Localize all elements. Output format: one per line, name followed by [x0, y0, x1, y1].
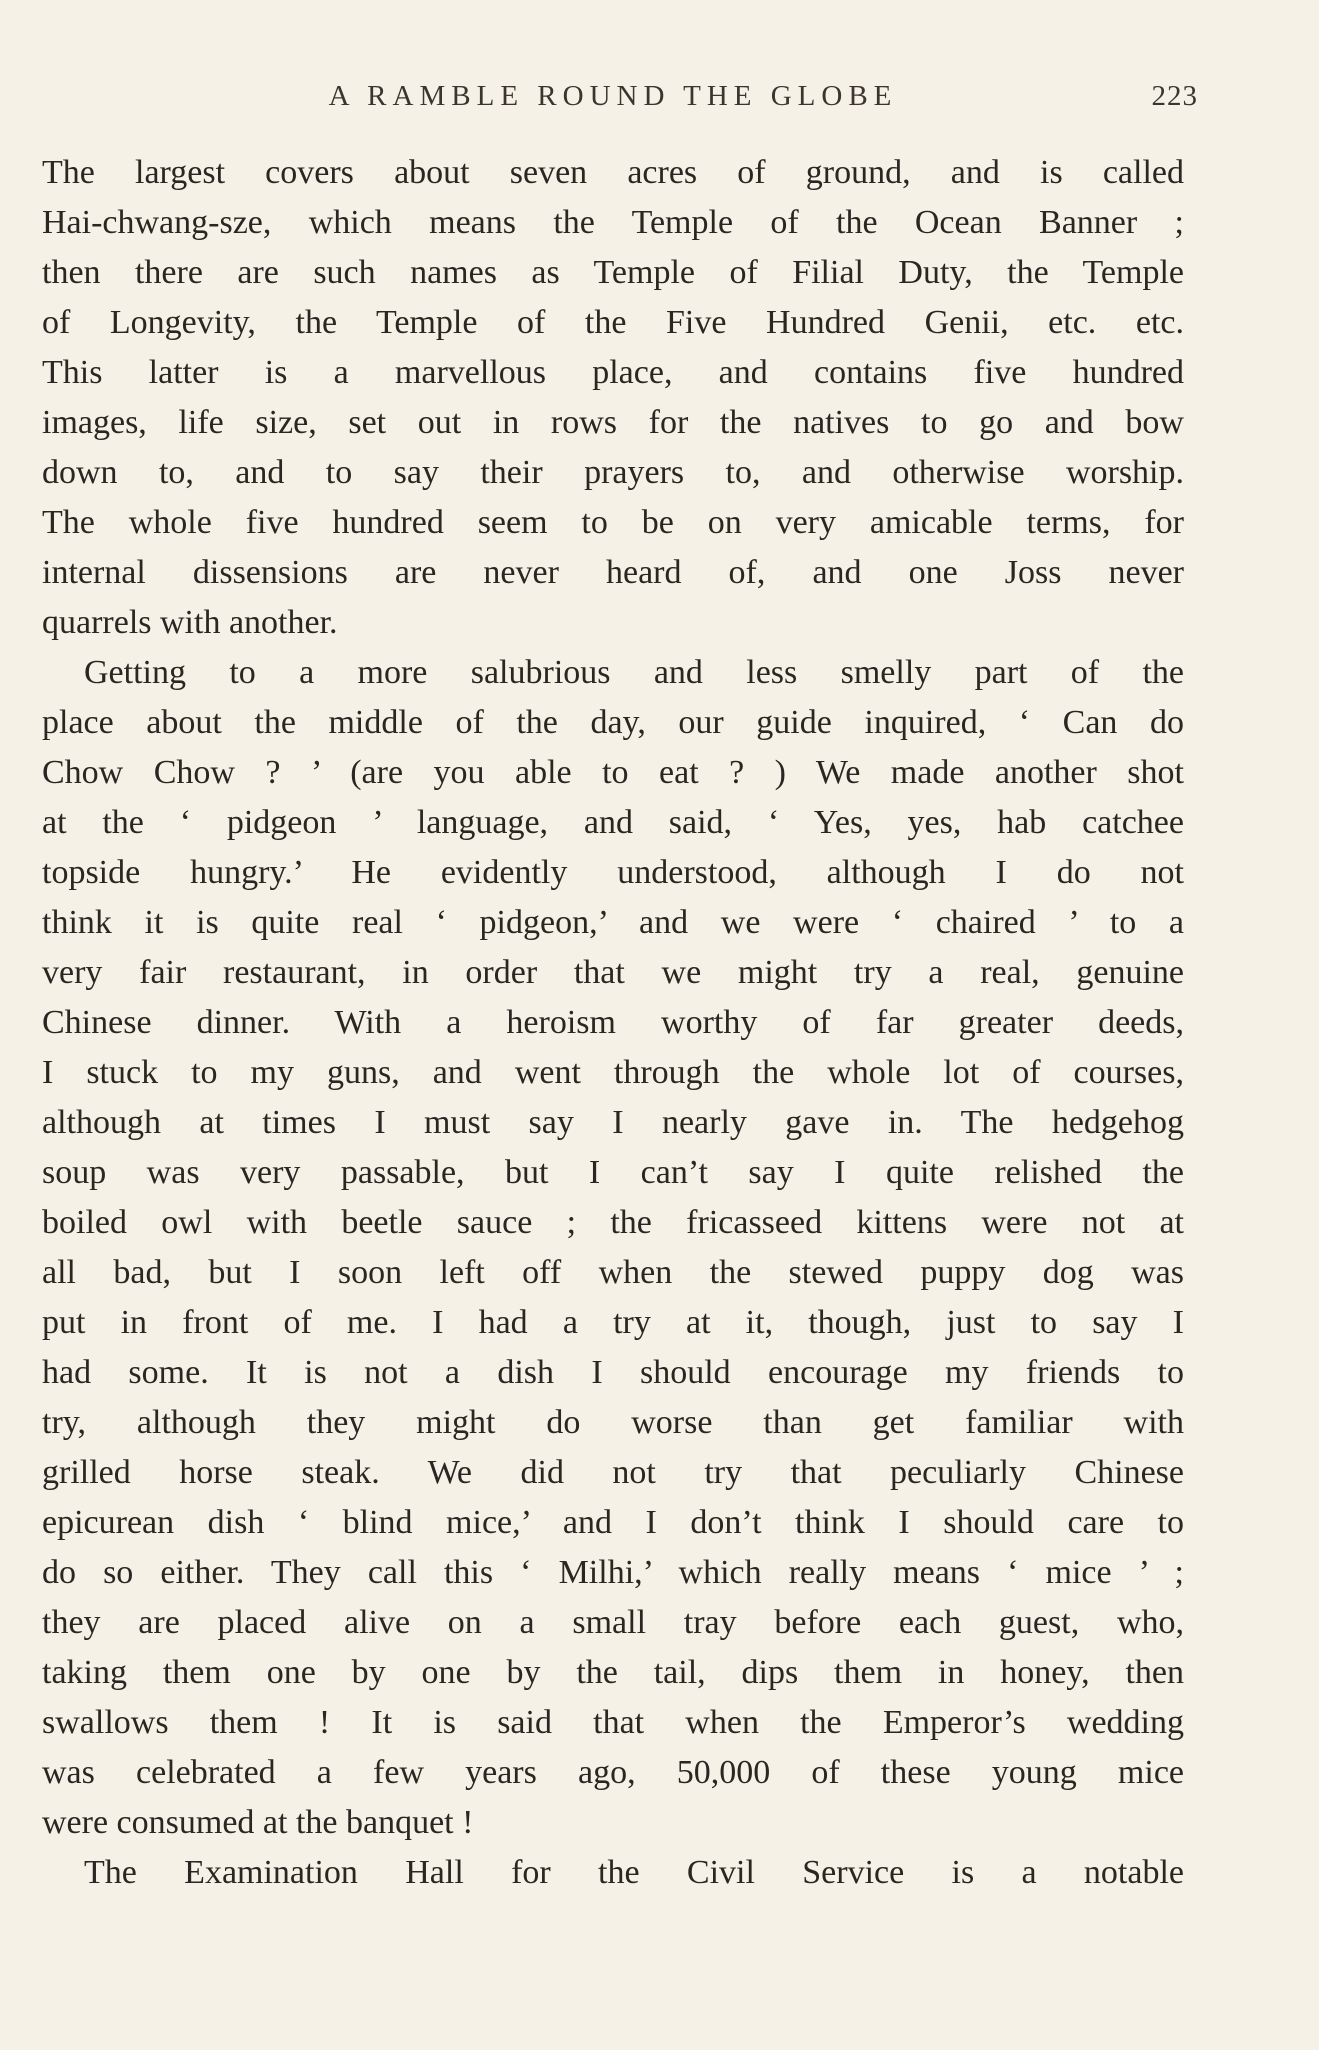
text-line: Chinese dinner. With a heroism worthy of far greater deeds, — [42, 1004, 1184, 1041]
text-line: The whole five hundred seem to be on very amicable terms, for — [42, 504, 1184, 541]
text-line: Chow Chow ? ’ (are you able to eat ? ) We made another shot — [42, 754, 1184, 791]
text-line: put in front of me. I had a try at it, though, just to say I — [42, 1304, 1184, 1341]
text-line: was celebrated a few years ago, 50,000 of these young mice — [42, 1754, 1184, 1791]
text-line: although at times I must say I nearly gave in. The hedgehog — [42, 1104, 1184, 1141]
text-line: internal dissensions are never heard of, and one Joss never — [42, 554, 1184, 591]
page-number: 223 — [1151, 80, 1198, 112]
text-line: then there are such names as Temple of Filial Duty, the Temple — [42, 254, 1184, 291]
text-line: topside hungry.’ He evidently understood, although I do not — [42, 854, 1184, 891]
text-line: place about the middle of the day, our guide inquired, ‘ Can do — [42, 704, 1184, 741]
text-line: soup was very passable, but I can’t say I quite relished the — [42, 1154, 1184, 1191]
text-line: of Longevity, the Temple of the Five Hundred Genii, etc. etc. — [42, 304, 1184, 341]
running-head — [42, 76, 1198, 116]
text-line: had some. It is not a dish I should encourage my friends to — [42, 1354, 1184, 1391]
running-title: A RAMBLE ROUND THE GLOBE — [328, 80, 898, 112]
text-line: down to, and to say their prayers to, and otherwise worship. — [42, 454, 1184, 491]
text-line: try, although they might do worse than get familiar with — [42, 1404, 1184, 1441]
text-line: were consumed at the banquet ! — [42, 1804, 474, 1841]
text-line: This latter is a marvellous place, and contains five hundred — [42, 354, 1184, 391]
paragraph-1 — [42, 148, 1184, 648]
body-text — [42, 148, 1184, 1898]
text-line: Hai-chwang-sze, which means the Temple of the Ocean Banner ; — [42, 204, 1184, 241]
text-line: Getting to a more salubrious and less smelly part of the — [84, 654, 1184, 691]
text-line: The Examination Hall for the Civil Service is a notable — [84, 1854, 1184, 1891]
text-line: images, life size, set out in rows for the natives to go and bow — [42, 404, 1184, 441]
text-line: The largest covers about seven acres of ground, and is called — [42, 154, 1184, 191]
text-line: do so either. They call this ‘ Milhi,’ which really means ‘ mice ’ ; — [42, 1554, 1184, 1591]
text-line: all bad, but I soon left off when the stewed puppy dog was — [42, 1254, 1184, 1291]
text-line: swallows them ! It is said that when the Emperor’s wedding — [42, 1704, 1184, 1741]
text-line: very fair restaurant, in order that we might try a real, genuine — [42, 954, 1184, 991]
text-line: I stuck to my guns, and went through the whole lot of courses, — [42, 1054, 1184, 1091]
text-line: grilled horse steak. We did not try that peculiarly Chinese — [42, 1454, 1184, 1491]
paragraph-2 — [42, 648, 1184, 1848]
paragraph-3 — [42, 1848, 1184, 1898]
text-line: quarrels with another. — [42, 604, 338, 641]
text-line: epicurean dish ‘ blind mice,’ and I don’t think I should care to — [42, 1504, 1184, 1541]
text-line: boiled owl with beetle sauce ; the fricasseed kittens were not at — [42, 1204, 1184, 1241]
text-line: at the ‘ pidgeon ’ language, and said, ‘ Yes, yes, hab catchee — [42, 804, 1184, 841]
text-line: taking them one by one by the tail, dips them in honey, then — [42, 1654, 1184, 1691]
text-line: they are placed alive on a small tray before each guest, who, — [42, 1604, 1184, 1641]
text-line: think it is quite real ‘ pidgeon,’ and we were ‘ chaired ’ to a — [42, 904, 1184, 941]
